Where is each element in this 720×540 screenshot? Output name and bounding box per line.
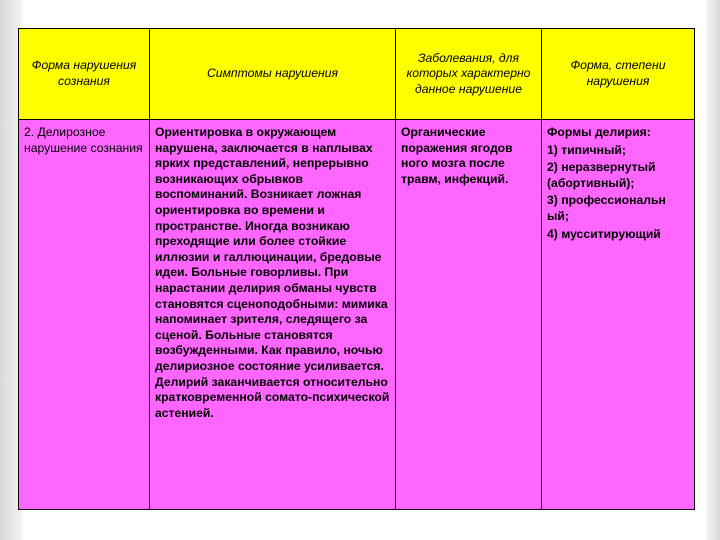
degrees-line: 1) типичный; [547,142,626,157]
degrees-line: 4) мусситирующий [547,226,661,241]
header-symptoms: Симптомы нарушения [150,29,396,120]
table-row [19,120,695,510]
cell-diseases: Органические поражения ягодов ного мозга после травм, инфекций. [396,120,542,510]
header-form: Форма нарушения сознания [19,29,150,120]
header-diseases: Заболевания, для которых характерно данное нарушение [396,29,542,120]
table-header-row [19,29,695,120]
degrees-line: 3) профессиональн ый; [547,193,666,223]
degrees-line: 2) неразвернутый (абортивный); [547,160,656,190]
right-edge-shade [706,0,720,540]
consciousness-disorder-table [18,28,695,510]
cell-form: 2. Делирозное нарушение сознания [19,120,150,510]
cell-symptoms: Ориентировка в окружающем нарушена, заключается в наплывах ярких представлений, непрерывно возникающих обрывков воспоминаний. Возникает ложная ориентировка во времени и пространстве. Иногда возникаю преходящие или более стойкие иллюзии и галлюцинации, бредовые идеи. Больные говорливы. При нарастании делирия обманы чувств становятся сценоподобными: мимика напоминает зрителя, следящего за сценой. Больные становятся возбужденными. Как правило, ночью делириозное состояние усиливается. Делирий заканчивается относительно кратковременной сомато-психической астенией. [150,120,396,510]
cell-degrees [542,120,695,510]
header-degrees: Форма, степени нарушения [542,29,695,120]
degrees-line: Формы делирия: [547,125,651,139]
